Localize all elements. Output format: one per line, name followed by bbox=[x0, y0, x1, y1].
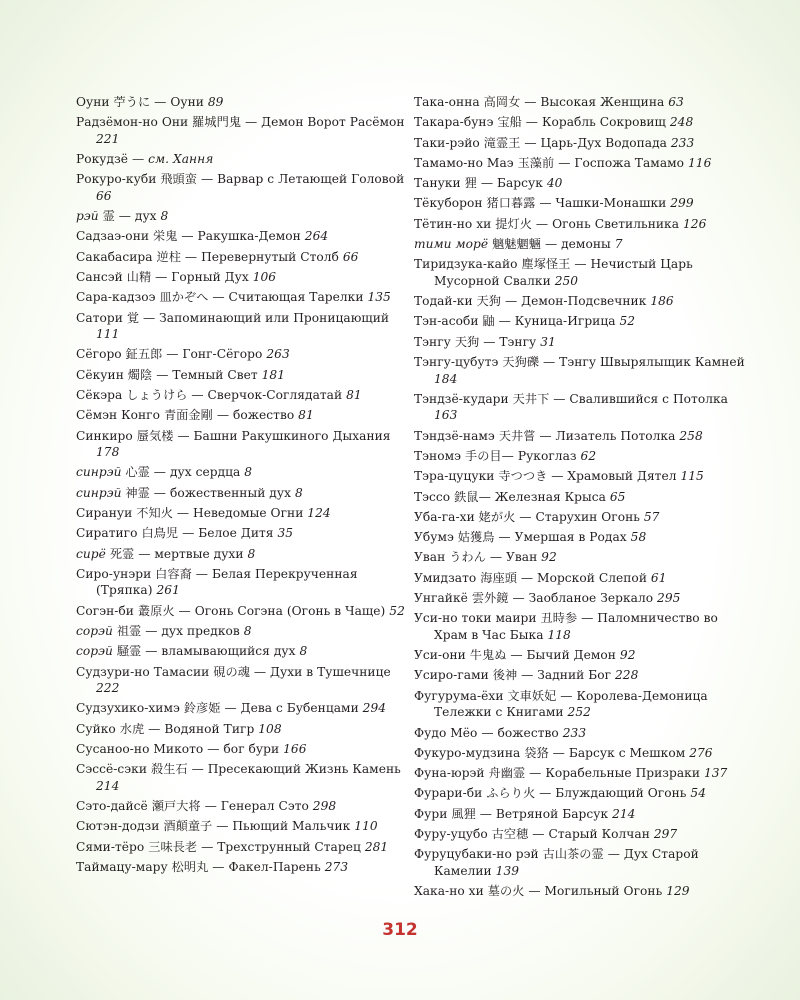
entry-page-ref: 8 bbox=[244, 465, 253, 480]
entry-term: сирё bbox=[76, 546, 106, 561]
entry-description: 天狗 — Демон-Подсвечник bbox=[472, 294, 651, 309]
index-entry bbox=[76, 310, 406, 343]
entry-description: 苧うに — Оуни bbox=[109, 95, 208, 109]
entry-description: 魑魅魍魎 — демоны bbox=[488, 237, 615, 252]
entry-page-ref: 222 bbox=[96, 681, 120, 696]
entry-term: Сансэй bbox=[76, 270, 123, 285]
entry-page-ref: 297 bbox=[653, 827, 678, 841]
entry-term: Тэнгу bbox=[414, 334, 451, 349]
entry-description: 海座頭 — Морской Слепой bbox=[476, 570, 651, 585]
index-entry bbox=[414, 313, 749, 330]
entry-description: — божество bbox=[477, 725, 563, 740]
entry-description: 猪口暮露 — Чашки-Монашки bbox=[482, 196, 671, 211]
entry-term: Усиро-гами bbox=[414, 668, 489, 683]
entry-page-ref: 57 bbox=[643, 509, 660, 524]
entry-term: синрэй bbox=[76, 485, 122, 500]
entry-term: Тануки bbox=[414, 176, 461, 191]
entry-term: Фури bbox=[414, 806, 448, 821]
entry-page-ref: 108 bbox=[258, 721, 282, 736]
entry-page-ref: 58 bbox=[630, 530, 647, 545]
entry-term: Фурари-би bbox=[414, 786, 483, 801]
entry-page-ref: 65 bbox=[609, 489, 626, 504]
entry-description: 塵塚怪王 — Нечистый Царь Мусорной Свалки bbox=[434, 257, 693, 288]
entry-page-ref: 8 bbox=[160, 209, 169, 224]
entry-description: 高岡女 — Высокая Женщина bbox=[479, 95, 669, 109]
entry-term: рэй bbox=[76, 209, 99, 224]
entry-term: Сэссё-сэки bbox=[76, 762, 148, 777]
entry-term: Фугурума-ёхи bbox=[414, 688, 504, 703]
entry-description: 滝霊王 — Царь-Дух Водопада bbox=[479, 135, 671, 150]
entry-term: Умидзато bbox=[414, 570, 477, 585]
index-entry bbox=[76, 761, 406, 794]
entry-description: 蜃気楼 — Башни Ракушкиного Дыхания bbox=[132, 428, 391, 443]
index-entry bbox=[414, 570, 749, 587]
entry-description: 祖霊 — дух предков bbox=[112, 624, 244, 639]
entry-description: 松明丸 — Факел-Парень bbox=[167, 860, 325, 874]
index-column-left bbox=[76, 94, 406, 879]
entry-page-ref: 92 bbox=[619, 648, 636, 663]
index-entry bbox=[76, 407, 406, 424]
entry-description: 姥が火 — Старухин Огонь bbox=[474, 509, 644, 524]
entry-page-ref: 129 bbox=[666, 884, 690, 899]
entry-description: 瀬戸大将 — Генерал Сэто bbox=[147, 799, 313, 814]
entry-term: Садзаэ-они bbox=[76, 229, 150, 244]
entry-description: 覚 — Запоминающий или Проницающий bbox=[122, 310, 390, 325]
index-entry bbox=[76, 818, 406, 835]
index-entry bbox=[414, 448, 749, 465]
entry-description: 硯の魂 — Духи в Тушечнице bbox=[209, 664, 391, 679]
entry-term: Фуна-юрэй bbox=[414, 766, 485, 781]
entry-description: 風狸 — Ветряной Барсук bbox=[447, 806, 613, 821]
index-entry bbox=[76, 859, 406, 876]
entry-page-ref: 184 bbox=[434, 371, 458, 386]
entry-term: Уси-они bbox=[414, 648, 466, 663]
entry-description: 殺生石 — Пресекающий Жизнь Камень bbox=[147, 762, 401, 777]
entry-description: 墓の火 — Могильный Огонь bbox=[483, 884, 667, 899]
index-entry bbox=[414, 155, 749, 172]
entry-term: Тёкуборон bbox=[414, 196, 483, 211]
entry-term: Уван bbox=[414, 550, 446, 565]
index-entry bbox=[414, 846, 749, 879]
index-entry bbox=[76, 171, 406, 204]
entry-term: Фудо Мёо bbox=[414, 725, 478, 740]
entry-page-ref: 281 bbox=[364, 839, 389, 854]
entry-page-ref: 52 bbox=[619, 314, 636, 329]
entry-term: Тиридзука-кайо bbox=[414, 257, 518, 272]
entry-description: 玉藻前 — Госпожа Тамамо bbox=[513, 155, 688, 170]
entry-description: 鼬 — Куница-Игрица bbox=[478, 314, 620, 329]
entry-page-ref: 31 bbox=[540, 334, 556, 349]
entry-page-ref: 63 bbox=[668, 95, 684, 109]
index-entry bbox=[414, 334, 749, 351]
entry-term: Оуни bbox=[76, 95, 110, 109]
entry-page-ref: 118 bbox=[547, 627, 571, 642]
entry-page-ref: 252 bbox=[567, 705, 591, 720]
index-entry bbox=[76, 269, 406, 286]
entry-page-ref: 89 bbox=[207, 95, 224, 109]
entry-page-ref: 135 bbox=[367, 290, 391, 305]
entry-description: 鉦五郎 — Гонг-Сёгоро bbox=[121, 347, 267, 362]
entry-term: Сиратиго bbox=[76, 526, 138, 541]
index-entry bbox=[414, 195, 749, 212]
entry-description: 皿かぞへ — Считающая Тарелки bbox=[155, 290, 368, 305]
entry-page-ref: 8 bbox=[247, 546, 256, 561]
index-entry bbox=[414, 428, 749, 445]
index-entry bbox=[414, 590, 749, 607]
entry-term: Судзухико-химэ bbox=[76, 701, 180, 716]
entry-description: 牛鬼ぬ — Бычий Демон bbox=[465, 648, 620, 663]
entry-page-ref: 228 bbox=[614, 668, 639, 683]
entry-description: 天井嘗 — Лизатель Потолка bbox=[494, 428, 680, 443]
entry-description: 三味長老 — Трехструнный Старец bbox=[144, 839, 365, 854]
entry-term: Тэндзё-намэ bbox=[414, 428, 495, 443]
index-entry bbox=[414, 256, 749, 289]
index-entry bbox=[414, 354, 749, 387]
entry-description: 山精 — Горный Дух bbox=[122, 270, 253, 285]
entry-page-ref: 124 bbox=[307, 506, 331, 521]
entry-page-ref: 273 bbox=[324, 860, 349, 874]
entry-term: тими морё bbox=[414, 237, 489, 252]
entry-page-ref: 54 bbox=[690, 786, 706, 801]
entry-term: сорэй bbox=[76, 644, 113, 659]
index-entry bbox=[414, 610, 749, 643]
entry-description: 古空穂 — Старый Колчан bbox=[487, 827, 654, 841]
entry-page-ref: 7 bbox=[614, 237, 623, 252]
entry-term: Согэн-би bbox=[76, 603, 134, 618]
entry-page-ref: 166 bbox=[283, 742, 307, 757]
entry-term: Таки-рэйо bbox=[414, 135, 480, 150]
entry-page-ref: 66 bbox=[96, 188, 112, 203]
entry-description: 飛頭蛮 — Варвар с Летающей Головой bbox=[156, 172, 405, 187]
index-entry bbox=[414, 745, 749, 762]
entry-description: 叢原火 — Огонь Согэна (Огонь в Чаще) bbox=[133, 603, 390, 618]
index-entry bbox=[76, 428, 406, 461]
entry-term: Тодай-ки bbox=[414, 294, 473, 309]
entry-page-ref: 294 bbox=[362, 701, 387, 716]
entry-description: 心霊 — дух сердца bbox=[121, 465, 245, 480]
index-entry bbox=[414, 549, 749, 566]
index-entry bbox=[76, 485, 406, 502]
entry-term: Убумэ bbox=[414, 530, 454, 545]
index-entry bbox=[414, 236, 749, 253]
entry-description: 姑獲鳥 — Умершая в Родах bbox=[453, 530, 631, 545]
entry-term: Тэн-асоби bbox=[414, 314, 479, 329]
entry-page-ref: 261 bbox=[156, 583, 180, 598]
index-entry bbox=[414, 667, 749, 684]
entry-term: Суйко bbox=[76, 721, 116, 736]
entry-description: — бог бури bbox=[203, 742, 284, 757]
entry-description: 羅城門鬼 — Демон Ворот Расёмон bbox=[188, 115, 405, 130]
entry-term: Сиро-унэри bbox=[76, 566, 152, 581]
entry-page-ref: 81 bbox=[346, 388, 362, 403]
entry-description: 天狗 — Тэнгу bbox=[450, 334, 541, 349]
entry-page-ref: 298 bbox=[312, 799, 337, 814]
entry-term: Уба-га-хи bbox=[414, 509, 475, 524]
entry-page-ref: 264 bbox=[304, 229, 329, 244]
index-entry bbox=[76, 566, 406, 599]
index-entry bbox=[414, 688, 749, 721]
entry-description: 死霊 — мертвые духи bbox=[105, 546, 248, 561]
entry-description: 提灯火 — Огонь Светильника bbox=[491, 216, 683, 231]
entry-term: Такара-бунэ bbox=[414, 115, 494, 130]
index-entry bbox=[414, 114, 749, 131]
entry-term: Судзури-но Тамасии bbox=[76, 664, 210, 679]
entry-page-ref: 221 bbox=[96, 131, 120, 146]
entry-description: 手の目— Рукоглаз bbox=[461, 448, 581, 463]
entry-page-ref: 248 bbox=[669, 115, 694, 130]
index-entry bbox=[76, 208, 406, 225]
entry-page-ref: 110 bbox=[354, 819, 378, 834]
entry-term: Сакабасира bbox=[76, 249, 153, 264]
entry-term: Рокудзё bbox=[76, 152, 129, 167]
index-entry bbox=[414, 293, 749, 310]
index-entry bbox=[76, 643, 406, 660]
entry-page-ref: 52 bbox=[389, 603, 405, 618]
entry-page-ref: 214 bbox=[612, 806, 636, 821]
entry-description: 寺つつき — Храмовый Дятел bbox=[494, 469, 681, 484]
index-entry bbox=[76, 839, 406, 856]
entry-description: 文車妖妃 — Королева-Демоница Тележки с Книгами bbox=[434, 688, 708, 720]
index-entry bbox=[414, 216, 749, 233]
entry-term: Тётин-но хи bbox=[414, 216, 492, 231]
entry-page-ref: 8 bbox=[243, 624, 252, 639]
entry-term: Така-онна bbox=[414, 95, 480, 109]
entry-page-ref: 66 bbox=[342, 249, 359, 264]
entry-term: Рокуро-куби bbox=[76, 172, 157, 187]
entry-page-ref: 35 bbox=[277, 526, 294, 541]
entry-description: 白容裔 — Белая Перекрученная (Тряпка) bbox=[96, 566, 358, 598]
entry-description: 神霊 — божественный дух bbox=[121, 485, 295, 500]
entry-page-ref: 61 bbox=[650, 570, 667, 585]
entry-description: うわん — Уван bbox=[445, 550, 542, 565]
index-entry bbox=[414, 529, 749, 546]
entry-term: Хака-но хи bbox=[414, 884, 484, 899]
entry-page-ref: 106 bbox=[252, 270, 277, 285]
entry-term: Тэндзё-кудари bbox=[414, 391, 509, 406]
entry-page-ref: 116 bbox=[688, 155, 712, 170]
index-entry bbox=[414, 135, 749, 152]
entry-page-ref: 139 bbox=[495, 863, 520, 878]
entry-term: Тэссо bbox=[414, 489, 451, 504]
index-column-right bbox=[414, 94, 749, 903]
entry-page-ref: 137 bbox=[703, 766, 728, 781]
index-entry bbox=[414, 489, 749, 506]
index-entry bbox=[76, 623, 406, 640]
entry-description: 後神 — Задний Бог bbox=[488, 668, 615, 683]
entry-description: 天井下 — Свалившийся с Потолка bbox=[508, 391, 728, 406]
entry-page-ref: 81 bbox=[298, 408, 314, 423]
index-entry bbox=[76, 546, 406, 563]
entry-page-ref: 263 bbox=[266, 347, 290, 362]
index-entry bbox=[76, 346, 406, 363]
entry-page-ref: 181 bbox=[261, 367, 286, 382]
entry-description: 鈴彦姫 — Дева с Бубенцами bbox=[179, 701, 363, 716]
index-entry bbox=[414, 725, 749, 742]
index-entry bbox=[76, 741, 406, 758]
entry-page-ref: 250 bbox=[554, 273, 579, 288]
entry-description: 栄鬼 — Ракушка-Демон bbox=[149, 229, 305, 244]
entry-term: Сирануи bbox=[76, 506, 133, 521]
index-entry bbox=[76, 151, 406, 168]
entry-term: Фуру-уцубо bbox=[414, 827, 488, 841]
index-entry bbox=[76, 505, 406, 522]
entry-description: 青面金剛 — божество bbox=[160, 408, 299, 423]
entry-term: Сями-тёро bbox=[76, 839, 145, 854]
entry-page-ref: 233 bbox=[562, 725, 587, 740]
entry-description: 宝船 — Корабль Сокровищ bbox=[493, 115, 670, 130]
entry-description: 古山茶の霊 — Дух Старой Камелии bbox=[434, 847, 699, 878]
entry-term: Фукуро-мудзина bbox=[414, 745, 521, 760]
entry-term: Уси-но токи маири bbox=[414, 611, 537, 626]
entry-page-ref: 233 bbox=[670, 135, 695, 150]
entry-term: Тэра-цуцуки bbox=[414, 469, 495, 484]
entry-page-ref: 163 bbox=[434, 408, 458, 423]
index-entry bbox=[414, 883, 749, 900]
entry-term: Сара-кадзоэ bbox=[76, 290, 156, 305]
entry-description: 天狗礫 — Тэнгу Швырялыщик Камней bbox=[498, 355, 745, 370]
entry-description: 霊 — дух bbox=[98, 209, 161, 224]
entry-description: 狸 — Барсук bbox=[460, 176, 547, 191]
entry-term: Таймацу-мару bbox=[76, 860, 168, 874]
entry-description: 袋狢 — Барсук с Мешком bbox=[520, 745, 690, 760]
entry-description: しょうけら — Сверчок-Соглядатай bbox=[122, 388, 347, 403]
entry-page-ref: 92 bbox=[541, 550, 557, 565]
entry-term: Фуруцубаки-но рэй bbox=[414, 847, 539, 862]
entry-term: Сютэн-додзи bbox=[76, 819, 160, 834]
index-entry bbox=[414, 175, 749, 192]
entry-description: 舟幽霊 — Корабельные Призраки bbox=[484, 766, 704, 781]
entry-description: 鉄鼠— Железная Крыса bbox=[450, 489, 610, 504]
index-entry bbox=[414, 391, 749, 424]
entry-term: Радзёмон-но Они bbox=[76, 115, 189, 130]
entry-description: 燭陰 — Темный Свет bbox=[123, 367, 262, 382]
entry-page-ref: 258 bbox=[679, 428, 703, 443]
entry-term: Тамамо-но Маэ bbox=[414, 155, 514, 170]
index-entry bbox=[76, 700, 406, 717]
entry-term: Сёкэра bbox=[76, 388, 123, 403]
index-entry bbox=[414, 468, 749, 485]
entry-page-ref: 186 bbox=[650, 294, 674, 309]
index-entry bbox=[76, 721, 406, 738]
entry-description: 雲外鏡 — Заобланое Зеркало bbox=[467, 591, 658, 606]
entry-term: Сэто-дайсё bbox=[76, 799, 148, 814]
entry-term: Сёгоро bbox=[76, 347, 122, 362]
entry-page-ref: 111 bbox=[96, 327, 120, 342]
entry-page-ref: 8 bbox=[294, 485, 303, 500]
index-entry bbox=[76, 464, 406, 481]
entry-description: 白鳥児 — Белое Дитя bbox=[137, 526, 278, 541]
entry-term: Сёмэн Конго bbox=[76, 408, 161, 423]
index-entry bbox=[76, 387, 406, 404]
entry-page-ref: 115 bbox=[680, 469, 704, 484]
entry-page-ref: 62 bbox=[580, 448, 597, 463]
entry-term: Унгайкё bbox=[414, 591, 468, 606]
index-entry bbox=[76, 114, 406, 147]
index-entry bbox=[414, 647, 749, 664]
entry-page-ref: 295 bbox=[657, 591, 681, 606]
entry-page-ref: 40 bbox=[546, 176, 563, 191]
entry-term: Тэномэ bbox=[414, 448, 462, 463]
index-entry bbox=[76, 289, 406, 306]
index-entry bbox=[414, 826, 749, 843]
index-entry bbox=[76, 94, 406, 111]
index-entry bbox=[414, 806, 749, 823]
entry-page-ref: 8 bbox=[299, 644, 308, 659]
entry-term: синрэй bbox=[76, 465, 122, 480]
entry-page-ref: 178 bbox=[96, 445, 120, 460]
index-entry bbox=[76, 249, 406, 266]
entry-description: ふらり火 — Блуждающий Огонь bbox=[482, 786, 691, 801]
entry-term: Тэнгу-цубутэ bbox=[414, 355, 499, 370]
entry-term: Сатори bbox=[76, 310, 123, 325]
index-entry bbox=[76, 367, 406, 384]
entry-term: Сусаноо-но Микото bbox=[76, 742, 204, 757]
entry-term: сорэй bbox=[76, 624, 113, 639]
index-entry bbox=[414, 94, 749, 111]
entry-description: 騒霊 — вламывающийся дух bbox=[112, 644, 300, 659]
entry-page-ref: 214 bbox=[96, 778, 120, 793]
entry-page-ref: 299 bbox=[670, 196, 694, 211]
entry-description: 丑時参 — Паломничество во Храм в Час Быка bbox=[434, 611, 718, 642]
entry-description: 不知火 — Неведомые Огни bbox=[132, 506, 308, 521]
entry-description: — см. Хання bbox=[128, 152, 214, 167]
index-entry bbox=[76, 228, 406, 245]
index-entry bbox=[76, 798, 406, 815]
index-entry bbox=[76, 525, 406, 542]
entry-term: Синкиро bbox=[76, 428, 133, 443]
entry-description: 酒顛童子 — Пьющий Мальчик bbox=[159, 819, 355, 834]
entry-description: 逆柱 — Перевернутый Столб bbox=[152, 249, 343, 264]
entry-page-ref: 276 bbox=[689, 745, 713, 760]
entry-page-ref: 126 bbox=[682, 216, 707, 231]
index-entry bbox=[414, 509, 749, 526]
page-number: 312 bbox=[382, 920, 418, 940]
index-entry bbox=[76, 664, 406, 697]
entry-description: 水虎 — Водяной Тигр bbox=[115, 721, 259, 736]
index-entry bbox=[76, 603, 406, 620]
entry-term: Сёкуин bbox=[76, 367, 124, 382]
index-entry bbox=[414, 785, 749, 802]
index-entry bbox=[414, 765, 749, 782]
